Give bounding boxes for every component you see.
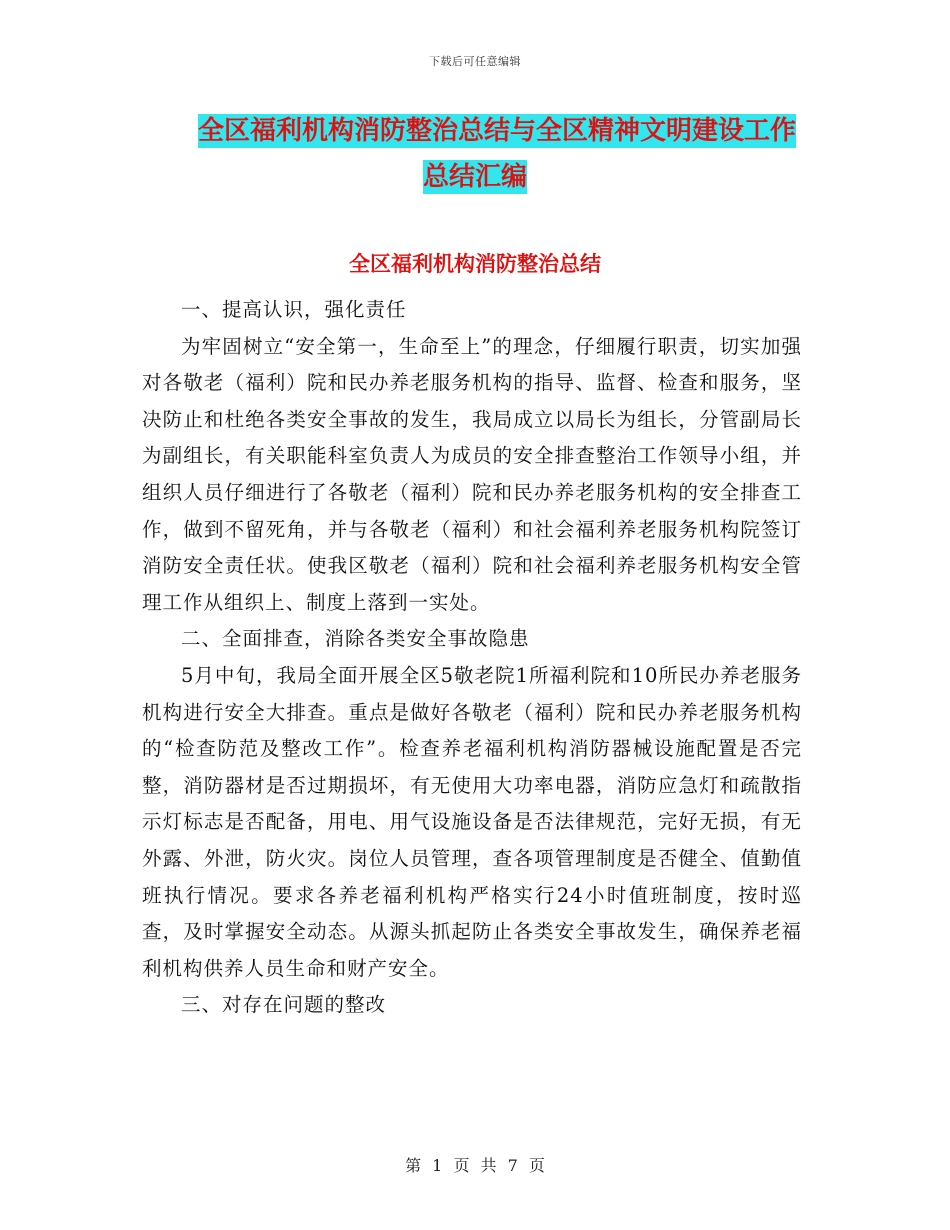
document-title-line-2: 总结汇编 [422, 162, 527, 192]
heading-3: 三、对存在问题的整改 [181, 993, 387, 1017]
page-header: 下载后可任意编辑 [429, 55, 521, 68]
heading-1: 一、提高认识，强化责任 [181, 298, 407, 321]
paragraph-2: 5月中旬，我局全面开展全区5敬老院1所福利院和10所民办养老服务机构进行安全大排查。重点是做好各敬老（福利）院和民办养老服务机构的“检查防范及整改工作”。检查养老福利机构消防器械设施配置是否完整，消防器材是否过期损坏，有无使用大功率电器，消防应急灯和疏散指示灯标志是否配备，用电、用气设施设备是否法律规范，完好无损，有无外露、外泄，防火灾。岗位人员管理，查各项管理制度是否健全、值勤值班执行情况。要求各养老福利机构严格实行24小时值班制度，按时巡查，及时掌握安全动态。从源头抓起防止各类安全事故发生，确保养老福利机构供养人员生命和财产安全。 [142, 663, 802, 980]
document-title [0, 108, 950, 200]
section-title: 全区福利机构消防整治总结 [349, 252, 601, 276]
document-title-line-1: 全区福利机构消防整治总结与全区精神文明建设工作 [197, 116, 796, 146]
paragraph-1: 为牢固树立“安全第一，生命至上”的理念，仔细履行职责，切实加强对各敬老（福利）院和民办养老服务机构的指导、监督、检查和服务，坚决防止和杜绝各类安全事故的发生，我局成立以局长为组长，分管副局长为副组长，有关职能科室负责人为成员的安全排查整治工作领导小组，并组织人员仔细进行了各敬老（福利）院和民办养老服务机构的安全排查工作，做到不留死角，并与各敬老（福利）和社会福利养老服务机构院签订消防安全责任状。使我区敬老（福利）院和社会福利养老服务机构安全管理工作从组织上、制度上落到一实处。 [142, 334, 802, 614]
page-number: 第 1 页 共 7 页 [405, 1156, 545, 1175]
document-body [142, 292, 802, 1024]
heading-2: 二、全面排查，消除各类安全事故隐患 [181, 627, 530, 651]
